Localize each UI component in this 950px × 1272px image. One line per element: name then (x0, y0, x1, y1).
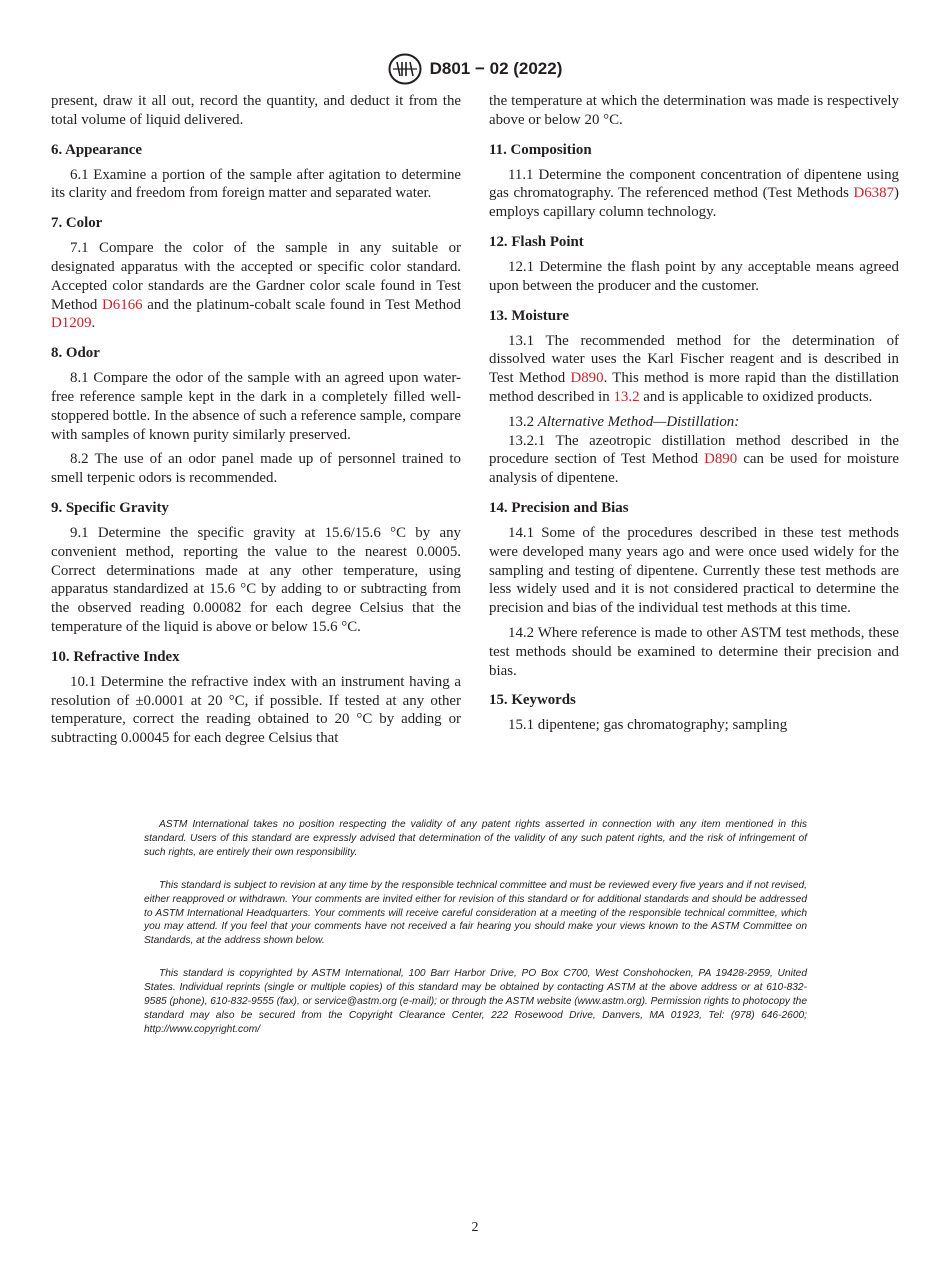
reference-link-d6387[interactable]: D6387 (853, 185, 895, 202)
left-column (51, 92, 461, 754)
footnote-patent: ASTM International takes no position respecting the validity of any patent rights asserted in connection with any item mentioned in this standard. Users of this standard are expressly advised that determination of the validity of any such patent rights, and the risk of infringement of such rights, are entirely their own responsibility. (144, 819, 807, 858)
text-run: can be used for moisture analysis of dipentene. (489, 451, 899, 487)
text-run: and is applicable to oxidized products. (639, 388, 873, 405)
reference-link-d890[interactable]: D890 (704, 451, 738, 468)
reference-link-d1209[interactable]: D1209 (51, 315, 92, 332)
text-run: . (91, 315, 96, 332)
paragraph-continuation: present, draw it all out, record the quantity, and deduct it from the total volume of liquid delivered. (51, 93, 461, 128)
section-heading-color: 7. Color (51, 215, 103, 232)
astm-logo-icon (388, 53, 422, 85)
section-heading-refractive-index: 10. Refractive Index (51, 648, 180, 665)
section-heading-moisture: 13. Moisture (489, 307, 569, 324)
paragraph-7-1 (51, 239, 461, 333)
reference-link-13-2[interactable]: 13.2 (613, 388, 640, 405)
paragraph-13-2-1 (489, 432, 899, 488)
paragraph-9-1: 9.1 Determine the specific gravity at 15.6/15.6 °C by any convenient method, reporting the value to the nearest 0.0005. Correct determinations made at any other temperature, using apparatus standardized at 15.6 °C by adding to or subtracting from the observed reading 0.00082 for each degree Celsius that the temperature of the liquid is above or below 15.6 °C. (51, 524, 461, 635)
reference-link-d890[interactable]: D890 (570, 370, 604, 387)
section-heading-keywords: 15. Keywords (489, 692, 576, 709)
section-heading-odor: 8. Odor (51, 345, 100, 362)
section-heading-specific-gravity: 9. Specific Gravity (51, 499, 169, 516)
section-heading-flash-point: 12. Flash Point (489, 233, 584, 250)
paragraph-14-2: 14.2 Where reference is made to other ASTM test methods, these test methods should be examined to determine their precision and bias. (489, 624, 899, 679)
paragraph-continuation: the temperature at which the determination was made is respectively above or below 20 °C. (489, 93, 899, 128)
paragraph-14-1: 14.1 Some of the procedures described in these test methods were developed many years ago and were once used widely for the sampling and testing of dipentene. Currently these test methods are less widely used and it is not considered practical to determine the precision and bias of the individual test methods at this time. (489, 524, 899, 617)
paragraph-15-1: 15.1 dipentene; gas chromatography; sampling (508, 717, 788, 734)
subsection-title: Alternative Method—Distillation: (537, 413, 740, 430)
text-run: 13.2.1 The azeotropic distillation method described in the procedure section of Test Method (489, 432, 899, 468)
text-run: . This method is more rapid than the distillation method described in (489, 370, 899, 405)
text-run: 7.1 Compare the color of the sample in any suitable or designated apparatus with the accepted or specific color standard. Accepted color standards are the Gardner color scale found in Test Method (51, 240, 461, 313)
paragraph-13-2 (489, 413, 899, 432)
section-heading-appearance: 6. Appearance (51, 141, 142, 158)
paragraph-10-1: 10.1 Determine the refractive index with an instrument having a resolution of ±0.0001 at 20 °C, if possible. If tested at any other temperature, correct the reading obtained to 20 °C by adding or subtracting 0.00045 for each degree Celsius that (51, 673, 461, 747)
reference-link-d6166[interactable]: D6166 (102, 296, 143, 313)
text-run: 11.1 Determine the component concentration of dipentene using gas chromatography. The referenced method (Test Methods (489, 166, 899, 202)
footnote-revision: This standard is subject to revision at any time by the responsible technical committee and must be reviewed every five years and if not revised, either reapproved or withdrawn. Your comments are invited either for revision of this standard or for additional standards and should be addressed to ASTM International Headquarters. Your comments will receive careful consideration at a meeting of the responsible technical committee, which you may attend. If you feel that your comments have not received a fair hearing you should make your views known to the ASTM Committee on Standards, at the address shown below. (144, 879, 807, 947)
paragraph-13-1 (489, 332, 899, 407)
document-id: D801 − 02 (2022) (429, 59, 563, 78)
text-run: and the platinum-cobalt scale found in Test Method (142, 296, 461, 313)
text-run: ) employs capillary column technology. (489, 185, 899, 221)
page-number: 2 (471, 1220, 479, 1235)
text-run: 13.1 The recommended method for the determination of dissolved water uses the Karl Fischer reagent and is described in Test Method (489, 332, 899, 387)
section-heading-precision-and-bias: 14. Precision and Bias (489, 499, 629, 516)
paragraph-11-1 (489, 166, 899, 222)
paragraph-6-1: 6.1 Examine a portion of the sample after agitation to determine its clarity and freedom from foreign matter and separated water. (51, 166, 461, 202)
paragraph-12-1: 12.1 Determine the flash point by any acceptable means agreed upon between the producer and the customer. (489, 258, 899, 294)
footnote-copyright: This standard is copyrighted by ASTM International, 100 Barr Harbor Drive, PO Box C700, West Conshohocken, PA 19428-2959, United States. Individual reprints (single or multiple copies) of this standard may be obtained by contacting ASTM at the above address or at 610-832-9585 (phone), 610-832-9555 (fax), or service@astm.org (e-mail); or through the ASTM website (www.astm.org). Permission rights to photocopy the standard may also be secured from the Copyright Clearance Center, 222 Rosewood Drive, Danvers, MA 01923, Tel: (978) 646-2600; http://www.copyright.com/ (144, 968, 807, 1035)
text-run: 13.2 (508, 413, 538, 430)
paragraph-8-2: 8.2 The use of an odor panel made up of personnel trained to smell terpenic odors is recommended. (51, 451, 461, 487)
paragraph-8-1: 8.1 Compare the odor of the sample with an agreed upon water-free reference sample kept in the dark in a completely filled well-stoppered bottle. In the absence of such a reference sample, compare with samples of known purity similarly preserved. (51, 370, 461, 443)
page-header (0, 52, 950, 86)
right-column (489, 92, 899, 741)
section-heading-composition: 11. Composition (489, 141, 592, 158)
footnotes (144, 818, 807, 1056)
